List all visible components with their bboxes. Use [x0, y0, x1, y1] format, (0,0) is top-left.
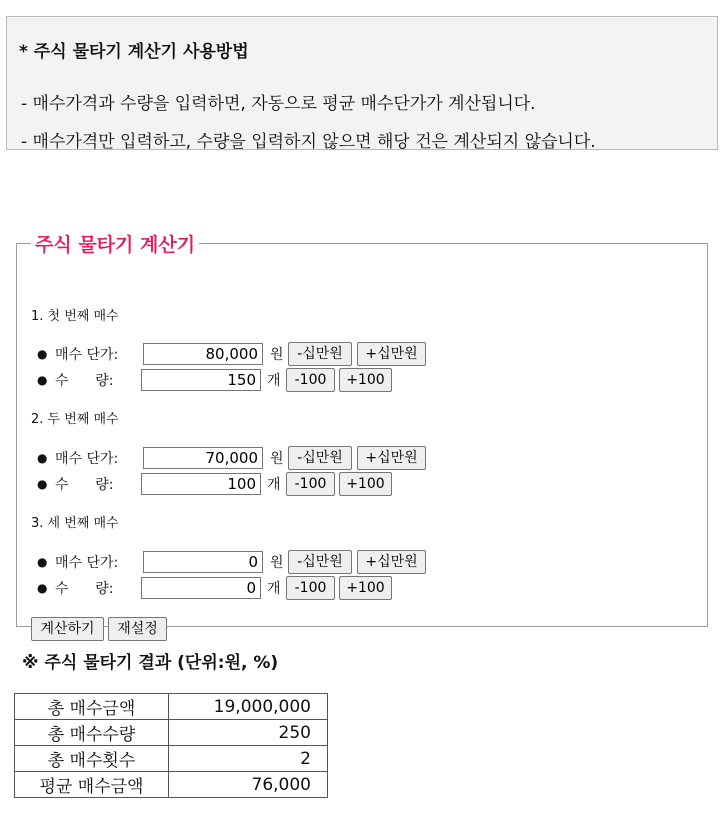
won-unit: 원 [270, 451, 284, 467]
table-row [15, 720, 328, 746]
purchase-2-plus-100k-button[interactable]: +십만원 [357, 446, 426, 470]
purchase-1-plus-100-button[interactable]: +100 [339, 368, 392, 392]
result-label: 총 매수횟수 [15, 746, 169, 772]
purchase-3-minus-100k-button[interactable]: -십만원 [288, 550, 352, 574]
qty-label: 수 량: [55, 477, 114, 493]
purchase-1-plus-100k-button[interactable]: +십만원 [357, 342, 426, 366]
purchase-2-price-input[interactable] [143, 447, 263, 469]
purchase-2-minus-100k-button[interactable]: -십만원 [288, 446, 352, 470]
qty-label: 수 량: [55, 581, 114, 597]
bullet-icon: ● [37, 373, 48, 387]
bullet-icon: ● [37, 555, 48, 569]
qty-unit: 개 [267, 477, 281, 493]
result-label: 평균 매수금액 [15, 772, 169, 798]
bullet-icon: ● [37, 477, 48, 491]
purchase-1-price-row [17, 342, 707, 366]
table-row [15, 746, 328, 772]
bullet-icon: ● [37, 347, 48, 361]
table-row [15, 772, 328, 798]
purchase-3-price-input[interactable] [143, 551, 263, 573]
purchase-2-minus-100-button[interactable]: -100 [286, 472, 335, 496]
purchase-2-title: 2. 두 번째 매수 [31, 412, 119, 427]
usage-guide-box [6, 16, 718, 150]
result-value: 2 [169, 746, 328, 772]
purchase-1-qty-input[interactable] [141, 369, 261, 391]
result-label: 총 매수수량 [15, 720, 169, 746]
qty-label: 수 량: [55, 373, 114, 389]
price-label: 매수 단가: [55, 347, 119, 363]
qty-unit: 개 [267, 373, 281, 389]
purchase-1-title: 1. 첫 번째 매수 [31, 309, 119, 324]
purchase-2-qty-input[interactable] [141, 473, 261, 495]
table-row [15, 694, 328, 720]
price-label: 매수 단가: [55, 451, 119, 467]
guide-title: * 주식 물타기 계산기 사용방법 [19, 42, 249, 62]
purchase-3-plus-100-button[interactable]: +100 [339, 576, 392, 600]
calculate-button[interactable]: 계산하기 [31, 617, 104, 641]
won-unit: 원 [270, 347, 284, 363]
purchase-1-price-input[interactable] [143, 343, 263, 365]
purchase-3-qty-input[interactable] [141, 577, 261, 599]
calculator-legend: 주식 물타기 계산기 [35, 234, 196, 256]
guide-line-2: - 매수가격만 입력하고, 수량을 입력하지 않으면 해당 건은 계산되지 않습니다. [21, 132, 596, 152]
result-label: 총 매수금액 [15, 694, 169, 720]
qty-unit: 개 [267, 581, 281, 597]
purchase-3-title: 3. 세 번째 매수 [31, 516, 119, 531]
result-table [14, 693, 328, 798]
purchase-1-minus-100-button[interactable]: -100 [286, 368, 335, 392]
calculator-fieldset [16, 230, 708, 637]
won-unit: 원 [270, 555, 284, 571]
purchase-3-plus-100k-button[interactable]: +십만원 [357, 550, 426, 574]
purchase-2-plus-100-button[interactable]: +100 [339, 472, 392, 496]
price-label: 매수 단가: [55, 555, 119, 571]
bullet-icon: ● [37, 451, 48, 465]
purchase-3-qty-row [17, 576, 707, 600]
purchase-2-qty-row [17, 472, 707, 496]
result-value: 19,000,000 [169, 694, 328, 720]
result-title: ※ 주식 물타기 결과 (단위:원, %) [22, 653, 279, 673]
result-value: 76,000 [169, 772, 328, 798]
guide-line-1: - 매수가격과 수량을 입력하면, 자동으로 평균 매수단가가 계산됩니다. [21, 94, 536, 114]
reset-button[interactable]: 재설정 [108, 617, 167, 641]
result-value: 250 [169, 720, 328, 746]
purchase-3-price-row [17, 550, 707, 574]
purchase-1-minus-100k-button[interactable]: -십만원 [288, 342, 352, 366]
purchase-1-qty-row [17, 368, 707, 392]
purchase-3-minus-100-button[interactable]: -100 [286, 576, 335, 600]
purchase-2-price-row [17, 446, 707, 470]
bullet-icon: ● [37, 581, 48, 595]
